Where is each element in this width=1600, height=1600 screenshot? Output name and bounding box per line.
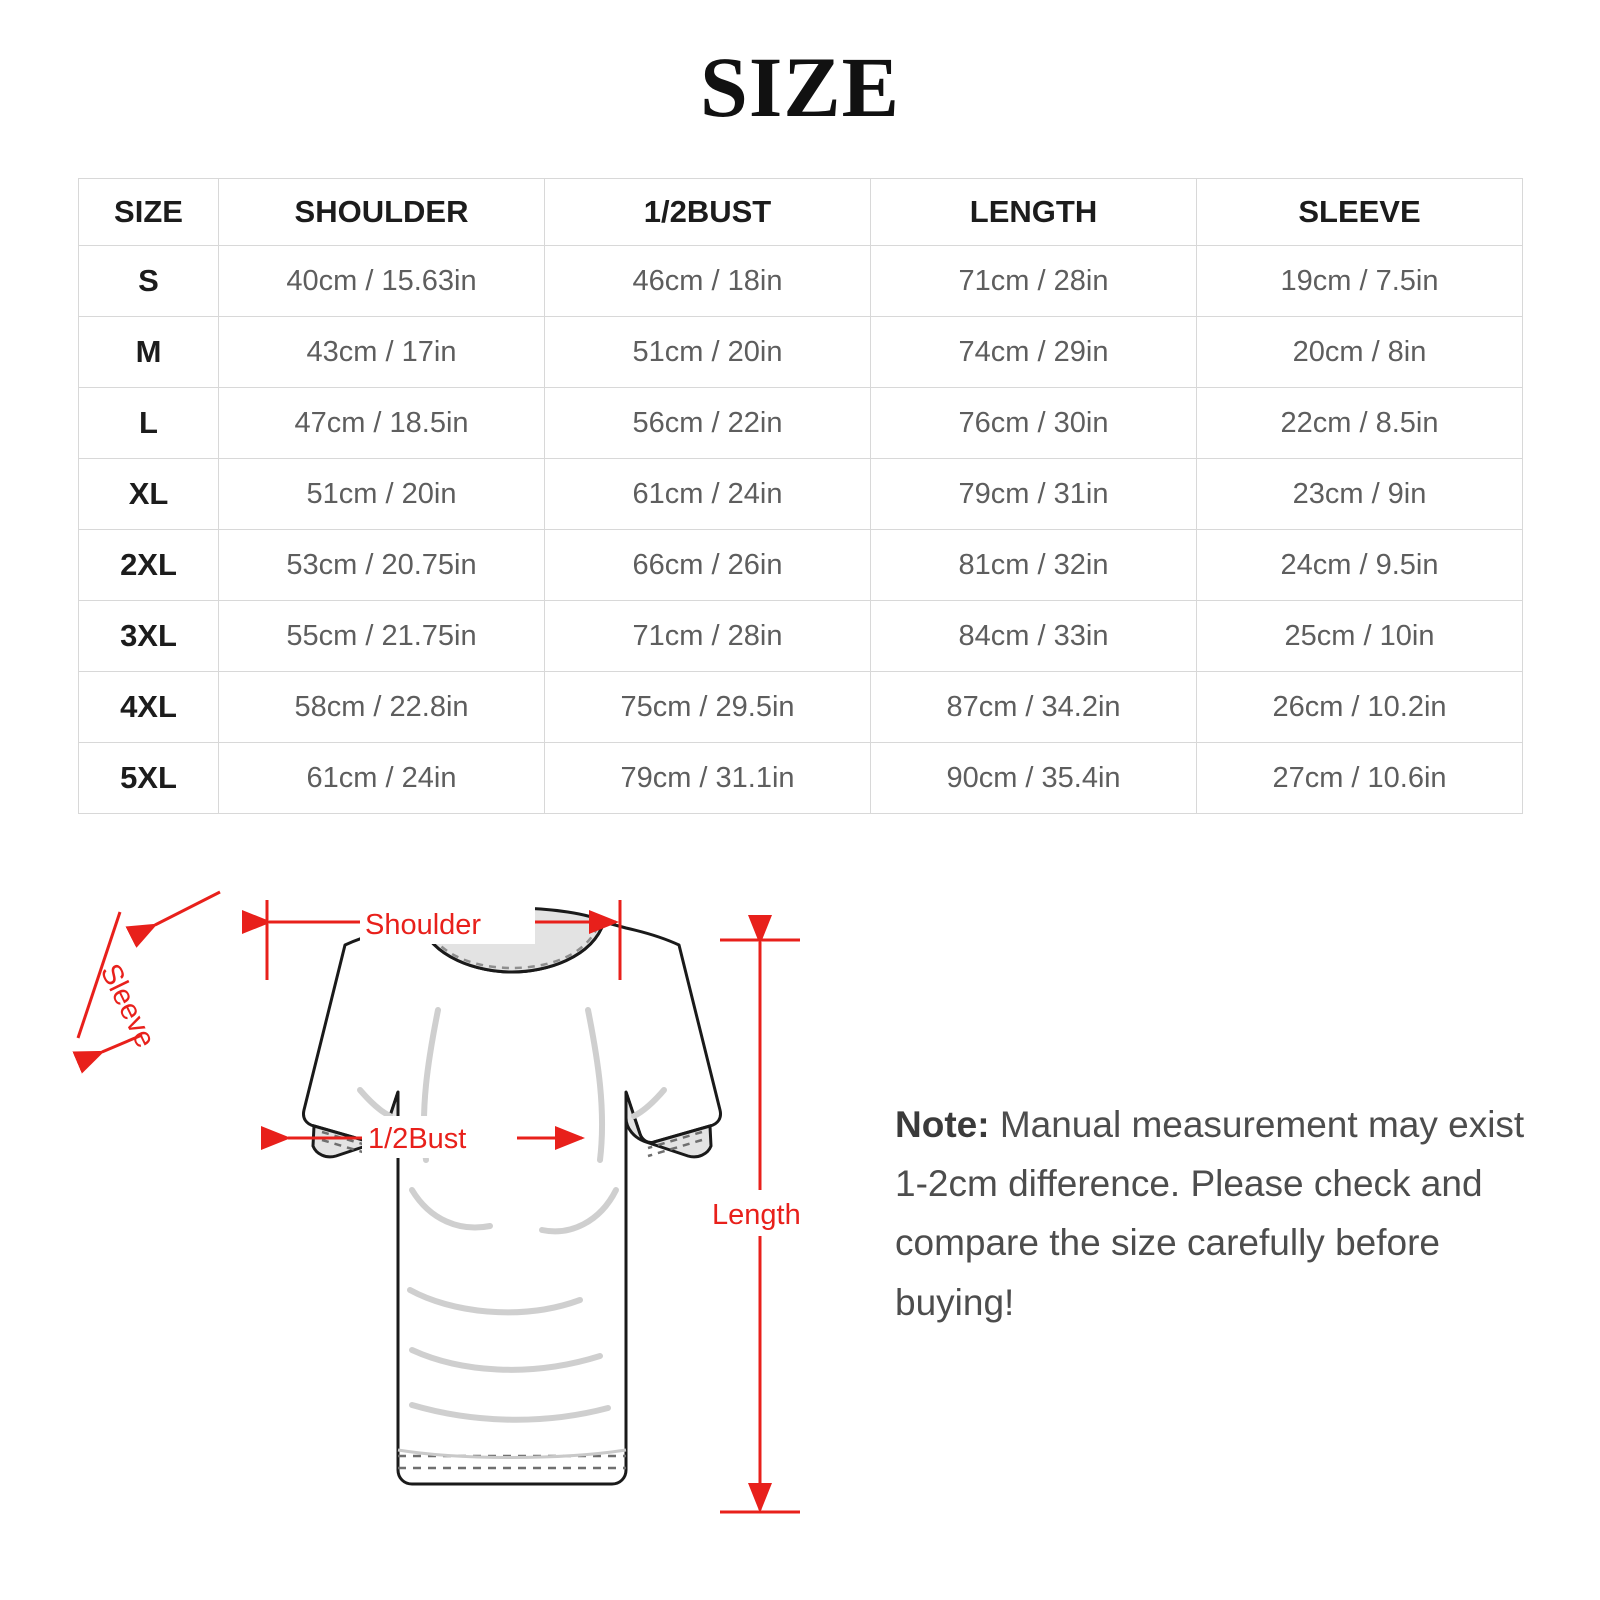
column-header-sleeve: SLEEVE [1197, 179, 1523, 246]
column-header-shoulder: SHOULDER [219, 179, 545, 246]
cell-shoulder: 53cm / 20.75in [219, 530, 545, 601]
cell-shoulder: 58cm / 22.8in [219, 672, 545, 743]
note-prefix: Note: [895, 1104, 990, 1145]
table-row [79, 743, 1523, 814]
cell-length: 79cm / 31in [871, 459, 1197, 530]
label-length: Length [712, 1199, 801, 1231]
cell-halfbust: 56cm / 22in [545, 388, 871, 459]
label-shoulder: Shoulder [365, 909, 482, 941]
cell-size: 2XL [79, 530, 219, 601]
cell-sleeve: 22cm / 8.5in [1197, 388, 1523, 459]
note-block [895, 1095, 1545, 1332]
cell-shoulder: 47cm / 18.5in [219, 388, 545, 459]
size-chart-table [78, 178, 1523, 814]
label-sleeve: Sleeve [93, 959, 162, 1053]
cell-shoulder: 55cm / 21.75in [219, 601, 545, 672]
cell-length: 74cm / 29in [871, 317, 1197, 388]
table-row [79, 672, 1523, 743]
cell-length: 87cm / 34.2in [871, 672, 1197, 743]
cell-size: 3XL [79, 601, 219, 672]
tshirt-measurement-diagram [60, 860, 860, 1560]
cell-size: L [79, 388, 219, 459]
cell-sleeve: 19cm / 7.5in [1197, 246, 1523, 317]
table-row [79, 601, 1523, 672]
cell-sleeve: 24cm / 9.5in [1197, 530, 1523, 601]
page-title: SIZE [699, 39, 901, 135]
table-row [79, 530, 1523, 601]
cell-shoulder: 61cm / 24in [219, 743, 545, 814]
table-row [79, 459, 1523, 530]
cell-size: S [79, 246, 219, 317]
cell-length: 84cm / 33in [871, 601, 1197, 672]
cell-halfbust: 61cm / 24in [545, 459, 871, 530]
cell-sleeve: 26cm / 10.2in [1197, 672, 1523, 743]
cell-sleeve: 25cm / 10in [1197, 601, 1523, 672]
cell-halfbust: 71cm / 28in [545, 601, 871, 672]
cell-size: 5XL [79, 743, 219, 814]
cell-halfbust: 46cm / 18in [545, 246, 871, 317]
cell-halfbust: 79cm / 31.1in [545, 743, 871, 814]
table-row [79, 246, 1523, 317]
table-header-row [79, 179, 1523, 246]
cell-length: 76cm / 30in [871, 388, 1197, 459]
cell-halfbust: 66cm / 26in [545, 530, 871, 601]
cell-sleeve: 27cm / 10.6in [1197, 743, 1523, 814]
cell-halfbust: 75cm / 29.5in [545, 672, 871, 743]
cell-sleeve: 20cm / 8in [1197, 317, 1523, 388]
cell-shoulder: 40cm / 15.63in [219, 246, 545, 317]
cell-sleeve: 23cm / 9in [1197, 459, 1523, 530]
column-header-halfbust: 1/2BUST [545, 179, 871, 246]
cell-length: 81cm / 32in [871, 530, 1197, 601]
column-header-length: LENGTH [871, 179, 1197, 246]
note-text: Manual measurement may exist 1-2cm difference. Please check and compare the size carefully before buying! [895, 1104, 1525, 1323]
cell-shoulder: 43cm / 17in [219, 317, 545, 388]
cell-shoulder: 51cm / 20in [219, 459, 545, 530]
cell-size: XL [79, 459, 219, 530]
label-half-bust: 1/2Bust [368, 1123, 467, 1155]
cell-size: 4XL [79, 672, 219, 743]
cell-size: M [79, 317, 219, 388]
table-row [79, 388, 1523, 459]
cell-halfbust: 51cm / 20in [545, 317, 871, 388]
column-header-size: SIZE [79, 179, 219, 246]
cell-length: 90cm / 35.4in [871, 743, 1197, 814]
table-row [79, 317, 1523, 388]
cell-length: 71cm / 28in [871, 246, 1197, 317]
